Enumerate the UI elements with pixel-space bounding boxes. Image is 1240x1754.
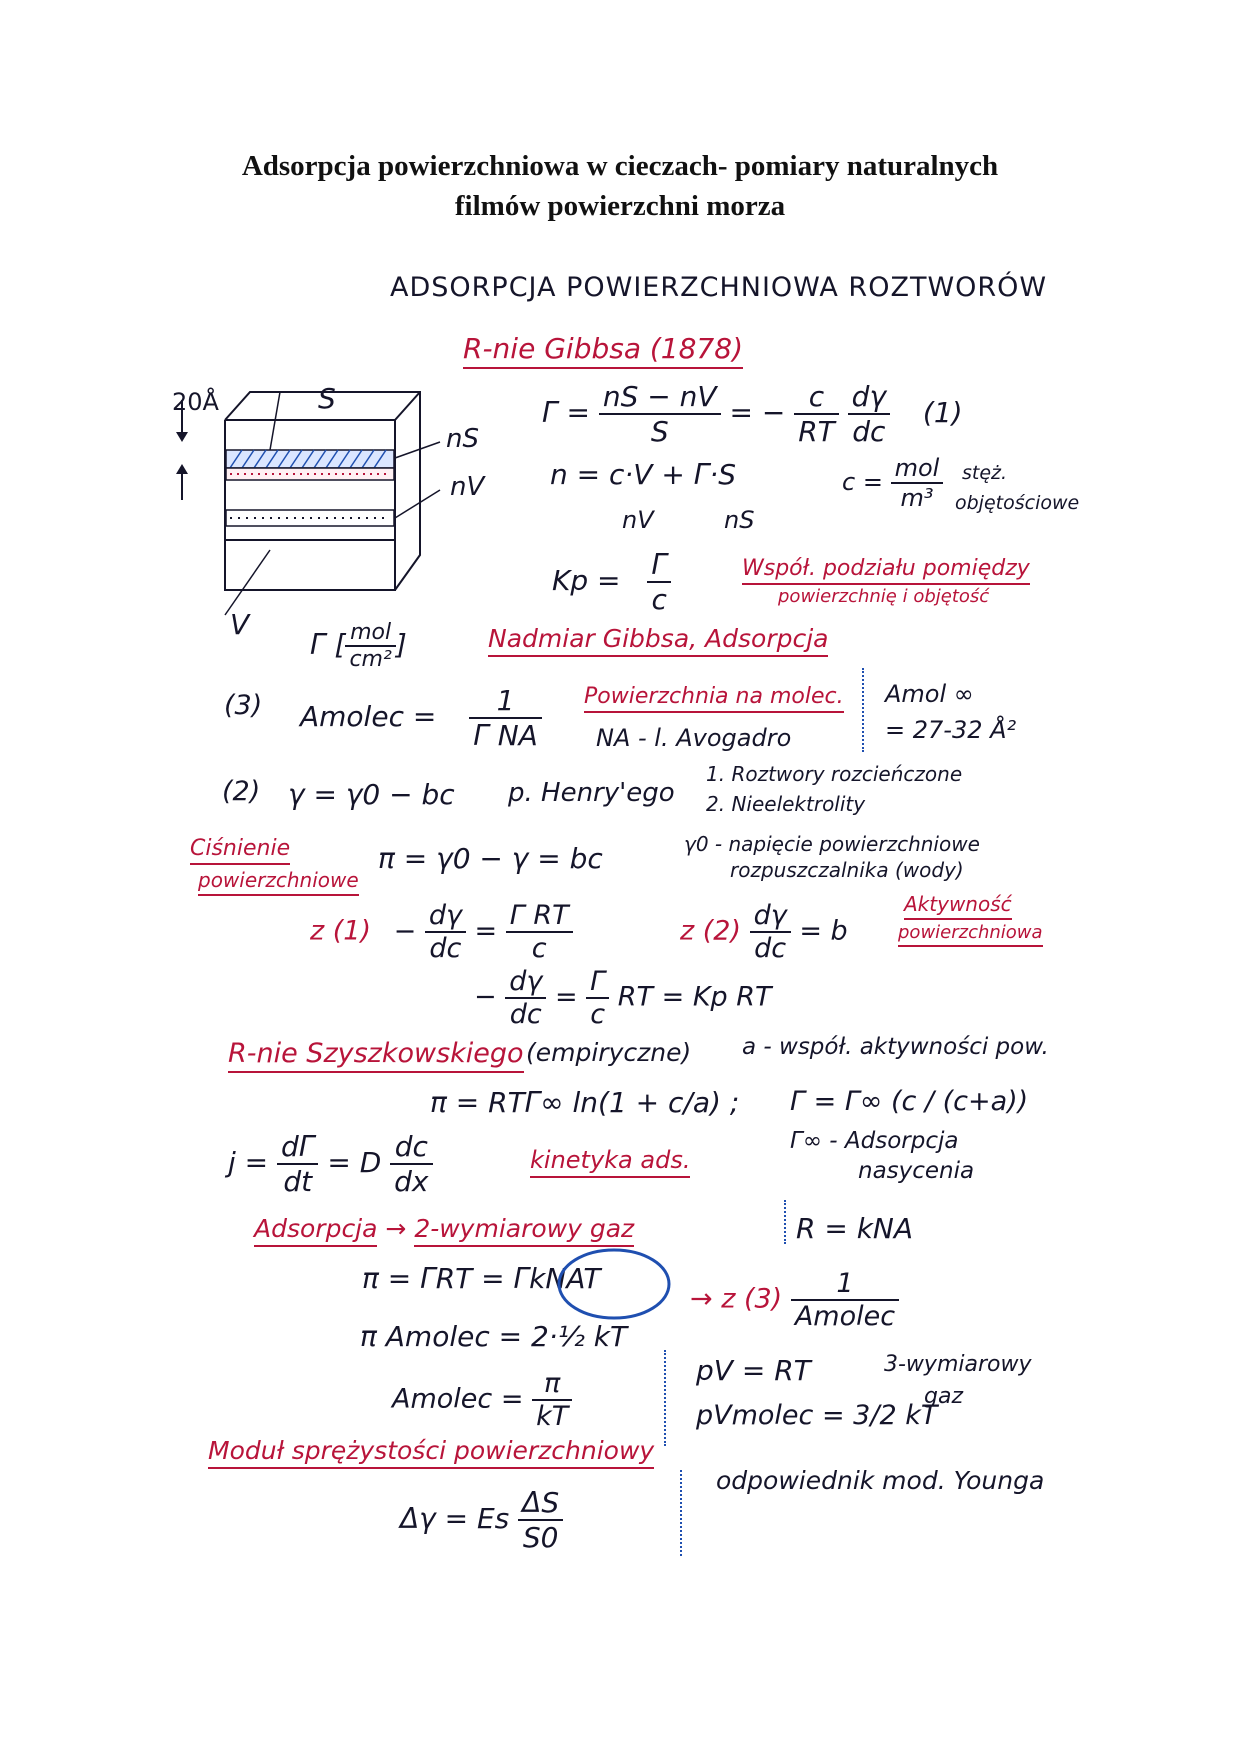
moles-sub-ns: nS bbox=[724, 506, 755, 534]
gas-area-equation: π Amolec = 2·½ kT bbox=[360, 1320, 628, 1353]
gamma0-def-2: rozpuszczalnika (wody) bbox=[730, 858, 964, 882]
gibbs-equation bbox=[542, 380, 963, 448]
eq1-fraction-2: $\frac{c}{RT}$ bbox=[794, 380, 839, 448]
eq3-tag: (3) bbox=[224, 690, 263, 721]
highlight-circle bbox=[554, 1244, 674, 1324]
szyszkowski-equation: π = RTΓ∞ ln(1 + c/a) ; bbox=[430, 1086, 740, 1119]
eq1-tag: (1) bbox=[922, 396, 963, 429]
henry-label: p. Henry'ego bbox=[508, 778, 675, 808]
pv-equation-1: pV = RT bbox=[696, 1354, 811, 1387]
moles-equation: n = c·V + Γ·S bbox=[550, 458, 736, 491]
szyszkowski-paren: (empiryczne) bbox=[526, 1038, 692, 1067]
diagram-volume-label: V bbox=[230, 608, 250, 641]
amol-limit-1: Amol ∞ bbox=[885, 680, 974, 708]
saturation-def-1: Γ∞ - Adsorpcja bbox=[790, 1128, 959, 1154]
gamma0-def-1: γ0 - napięcie powierzchniowe bbox=[684, 832, 980, 856]
activity-label-2: powierzchniowa bbox=[898, 922, 1043, 943]
diagram-nv-label: nV bbox=[450, 472, 485, 502]
concentration-def: c = $\frac{\text{mol}}{\text{m³}}$ bbox=[842, 454, 943, 512]
gibbs-heading: R-nie Gibbsa (1878) bbox=[463, 332, 743, 369]
gas-label: Adsorpcja → 2-wymiarowy gaz bbox=[254, 1214, 634, 1243]
diagram-ns-label: nS bbox=[446, 424, 479, 454]
eq1-mid: = − bbox=[729, 396, 786, 429]
surface-layer-diagram bbox=[170, 380, 500, 640]
modulus-equation: Δγ = Es $\frac{\Delta S}{S0}$ bbox=[400, 1486, 563, 1554]
activity-label-1: Aktywność bbox=[904, 892, 1012, 916]
molecular-area-equation: Amolec = $\frac{1}{\text{Γ NA}}$ bbox=[300, 684, 542, 752]
activity-coefficient-def: a - współ. aktywności pow. bbox=[742, 1034, 1049, 1060]
eq2-tag: (2) bbox=[222, 776, 261, 807]
concentration-note-1: stęż. bbox=[962, 462, 1008, 484]
concentration-note-2: objętościowe bbox=[955, 492, 1080, 514]
pv-label-2: gaz bbox=[924, 1384, 963, 1409]
derivative-kp-row: − $\frac{d\gamma}{dc}$ = $\frac{\Gamma}{c}$ RT = Kp RT bbox=[474, 966, 772, 1030]
title-line-2: filmów powierzchni morza bbox=[454, 190, 786, 222]
pv-label-1: 3-wymiarowy bbox=[884, 1352, 1032, 1377]
molecular-area-label: Powierzchnia na molec. bbox=[584, 684, 844, 709]
young-label: odpowiednik mod. Younga bbox=[716, 1466, 1045, 1495]
surface-pressure-equation: π = γ0 − γ = bc bbox=[378, 842, 603, 875]
brace-young bbox=[680, 1470, 692, 1556]
kinetics-equation: j = $\frac{d\Gamma}{dt}$ = D $\frac{dc}{dx}$ bbox=[228, 1130, 433, 1198]
box-outline bbox=[225, 420, 395, 590]
gas-constant-relation: R = kNA bbox=[796, 1212, 914, 1245]
eq1-lhs: Γ = bbox=[542, 396, 590, 429]
partition-label-1: Współ. podziału pomiędzy bbox=[742, 556, 1030, 581]
diagram-surface-label: S bbox=[318, 382, 336, 415]
brace-gas-constant bbox=[784, 1200, 796, 1244]
saturation-def-2: nasycenia bbox=[858, 1158, 975, 1184]
pressure-label-2: powierzchniowe bbox=[198, 868, 359, 892]
gibbs-excess-label: Nadmiar Gibbsa, Adsorpcja bbox=[488, 624, 828, 653]
partition-equation: Kp = $\frac{\Gamma}{c}$ bbox=[552, 548, 671, 616]
szyszkowski-label: R-nie Szyszkowskiego bbox=[228, 1038, 524, 1069]
partition-label-2: powierzchnię i objętość bbox=[778, 586, 990, 607]
brace-pv bbox=[664, 1350, 676, 1446]
section-heading: ADSORPCJA POWIERZCHNIOWA ROZTWORÓW bbox=[390, 272, 1048, 303]
gas-eq3-link: → z (3) $\frac{1}{\text{Amolec}}$ bbox=[690, 1268, 899, 1332]
langmuir-equation: Γ = Γ∞ (c / (c+a)) bbox=[790, 1086, 1029, 1117]
title-line-1: Adsorpcja powierzchniowa w cieczach- pomiary naturalnych bbox=[241, 150, 999, 182]
henry-equation: γ = γ0 − bc bbox=[288, 778, 455, 811]
adsorption-unit: Γ [ $\frac{\text{mol}}{\text{cm²}}$ ] bbox=[310, 620, 407, 672]
pressure-label-1: Ciśnienie bbox=[190, 836, 290, 861]
pv-equation-2: pVmolec = 3/2 kT bbox=[696, 1400, 938, 1431]
box-top-back bbox=[225, 392, 420, 590]
kinetics-label: kinetyka ads. bbox=[530, 1146, 690, 1174]
document-title bbox=[150, 146, 1090, 226]
amol-limit-2: = 27-32 Å² bbox=[885, 716, 1017, 744]
eq1-fraction-1: $\frac{nS - nV}{S}$ bbox=[599, 380, 721, 448]
gas-pressure-equation: π = ΓRT = ΓkNAT bbox=[362, 1262, 601, 1295]
brace-amol bbox=[862, 668, 874, 752]
eq1-fraction-3: $\frac{d\gamma}{dc}$ bbox=[848, 380, 890, 448]
henry-condition-1: 1. Roztwory rozcieńczone bbox=[706, 762, 963, 786]
moles-sub-nv: nV bbox=[622, 506, 654, 534]
gas-area-solution: Amolec = $\frac{\pi}{kT}$ bbox=[392, 1368, 572, 1432]
avogadro-label: NA - l. Avogadro bbox=[596, 724, 792, 752]
modulus-label: Moduł sprężystości powierzchniowy bbox=[208, 1436, 654, 1465]
derivative-row: z (1) − $\frac{d\gamma}{dc}$ = $\frac{\text{Γ RT}}{c}$ bbox=[310, 900, 573, 964]
diagram-thickness-label: 20Å bbox=[172, 388, 219, 416]
henry-condition-2: 2. Nieelektrolity bbox=[706, 792, 866, 816]
derivative-row-2: z (2) $\frac{d\gamma}{dc}$ = b bbox=[680, 900, 848, 964]
